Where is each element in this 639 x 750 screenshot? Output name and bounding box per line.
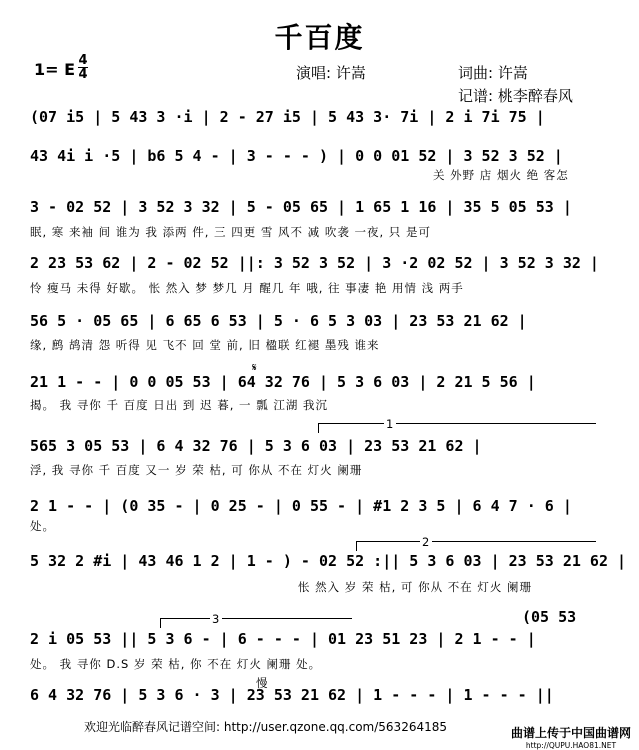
coda-intro-notes: (05 53 [522,608,577,626]
time-signature [78,54,88,81]
ending-3-label: 3 [212,612,221,626]
ending-2-label: 2 [422,535,431,549]
time-numerator: 4 [78,53,88,68]
transcriber-credit: 记谱: 桃李醉春风 [458,87,573,105]
score-row-5-lyrics: 缘, 鹧 鸪清 怨 听得 见 飞不 回 堂 前, 旧 楹联 红褪 墨残 谁来 [30,338,380,352]
score-row-7-lyrics: 浮, 我 寻你 千 百度 又一 岁 荣 枯, 可 你从 不在 灯火 阑珊 [30,463,363,477]
time-denominator: 4 [78,67,88,82]
score-row-5-notes: 56 5 · 05 65 | 6 65 6 53 | 5 · 6 5 3 03 | 23 53 21 62 | [30,312,527,330]
score-row-8-lyrics: 处。 [30,519,55,533]
score-row-2-lyrics: 关 外野 店 烟火 绝 客怎 [433,168,569,182]
score-row-10-lyrics: 处。 我 寻你 D.S 岁 荣 枯, 你 不在 灯火 阑珊 处。 [30,657,322,671]
ending-3-bracket-edge [160,618,161,628]
page-title: 千百度 [274,21,365,54]
ending-1-bracket-edge [318,423,319,433]
score-row-4-notes: 2 23 53 62 | 2 - 02 52 ||: 3 52 3 52 | 3 ·2 02 52 | 3 52 3 32 | [30,254,599,272]
score-row-9-notes: 5 32 2 #i | 43 46 1 2 | 1 - ) - 02 52 :|| 5 3 6 03 | 23 53 21 62 | [30,552,627,570]
score-row-10-notes: 2 i 05 53 || 5 3 6 - | 6 - - - | 01 23 51 23 | 2 1 - - | [30,630,536,648]
ending-1-label: 1 [386,417,395,431]
score-row-3-lyrics: 眠, 寒 来袖 间 谁为 我 添两 件, 三 四更 雪 风不 减 吹袭 一夜, 只 是可 [30,225,431,239]
ending-2-bracket-edge [356,541,357,551]
score-row-7-notes: 565 3 05 53 | 6 4 32 76 | 5 3 6 03 | 23 53 21 62 | [30,437,482,455]
segno-icon: 𝄋 [252,361,257,374]
score-row-6-notes: 21 1 - - | 0 0 05 53 | 64 32 76 | 5 3 6 03 | 2 21 5 56 | [30,373,536,391]
tempo-marking-slow: 慢 [256,676,269,690]
score-row-8-notes: 2 1 - - | (0 35 - | 0 25 - | 0 55 - | #1 2 3 5 | 6 4 7 · 6 | [30,497,572,515]
ending-3-bracket [160,618,352,619]
score-row-3-notes: 3 - 02 52 | 3 52 3 32 | 5 - 05 65 | 1 65 1 16 | 35 5 05 53 | [30,198,572,216]
singer-credit: 演唱: 许嵩 [296,64,366,82]
site-stamp [506,724,636,750]
score-row-6-lyrics: 揭。 我 寻你 千 百度 日出 到 迟 暮, 一 瓢 江湖 我沉 [30,398,329,412]
ending-1-bracket [318,423,596,424]
score-row-4-lyrics: 怜 瘦马 未得 好歇。 怅 然入 梦 梦几 月 醒几 年 哦, 往 事凄 艳 用情 浅 两手 [30,281,464,295]
stamp-line-2: http://QUPU.HAO81.NET [525,741,617,750]
stamp-line-1: 曲谱上传于中国曲谱网 [510,726,631,740]
ending-2-bracket [356,541,596,542]
score-row-9-lyrics: 怅 然入 岁 荣 枯, 可 你从 不在 灯火 阑珊 [298,580,533,594]
score-row-2-notes: 43 4i i ·5 | b6 5 4 - | 3 - - - ) | 0 0 01 52 | 3 52 3 52 | [30,147,563,165]
footer-text: 欢迎光临醉春风记谱空间: http://user.qzone.qq.com/563264185 [84,720,448,734]
score-row-1-notes: (07 i5 | 5 43 3 ·i | 2 - 27 i5 | 5 43 3· 7i | 2 i 7i 75 | [30,108,545,126]
key-signature: 1= E [34,60,76,79]
score-row-11-notes: 6 4 32 76 | 5 3 6 · 3 | 23 53 21 62 | 1 - - - | 1 - - - || [30,686,554,704]
composer-credit: 词曲: 许嵩 [458,64,528,82]
